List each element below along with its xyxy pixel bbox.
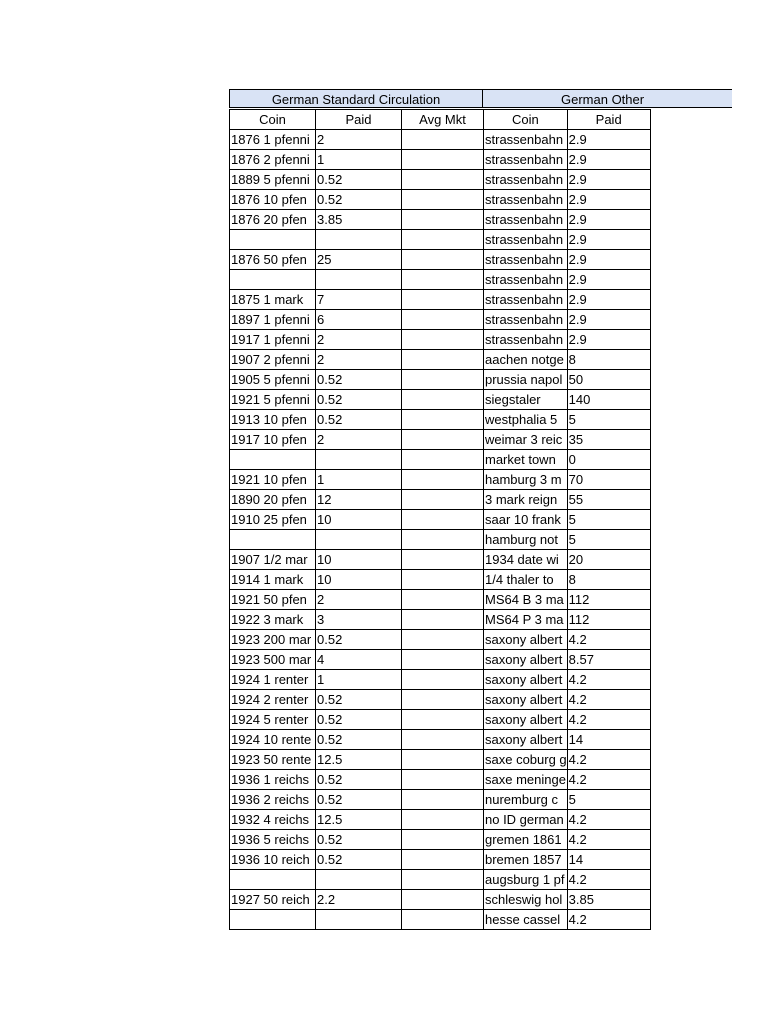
cell-other-paid[interactable]: 4.2 — [567, 690, 650, 710]
table-row — [230, 590, 651, 610]
cell-other-paid[interactable]: 4.2 — [567, 710, 650, 730]
cell-other-paid[interactable]: 4.2 — [567, 810, 650, 830]
cell-coin[interactable]: 1910 25 pfen — [230, 510, 316, 530]
cell-other-coin[interactable]: strassenbahn — [484, 150, 568, 170]
cell-paid[interactable]: 2 — [316, 430, 402, 450]
table-row — [230, 370, 651, 390]
cell-avg-mkt[interactable] — [402, 890, 484, 910]
cell-other-paid[interactable]: 140 — [567, 390, 650, 410]
cell-paid[interactable]: 10 — [316, 570, 402, 590]
cell-paid[interactable] — [316, 910, 402, 930]
col-header-other-paid[interactable]: Paid — [567, 110, 650, 130]
table-row — [230, 630, 651, 650]
cell-paid[interactable]: 1 — [316, 150, 402, 170]
cell-coin[interactable]: 1932 4 reichs — [230, 810, 316, 830]
header-german-other[interactable]: German Other — [482, 89, 732, 108]
cell-avg-mkt[interactable] — [402, 790, 484, 810]
cell-other-paid[interactable]: 5 — [567, 530, 650, 550]
cell-avg-mkt[interactable] — [402, 130, 484, 150]
cell-avg-mkt[interactable] — [402, 490, 484, 510]
cell-other-coin[interactable]: bremen 1857 — [484, 850, 568, 870]
cell-coin[interactable] — [230, 230, 316, 250]
cell-other-coin[interactable]: strassenbahn — [484, 290, 568, 310]
cell-other-coin[interactable]: saxony albert — [484, 650, 568, 670]
table-row — [230, 130, 651, 150]
cell-other-paid[interactable]: 2.9 — [567, 170, 650, 190]
table-row — [230, 150, 651, 170]
table-row — [230, 910, 651, 930]
table-row — [230, 870, 651, 890]
table-row — [230, 670, 651, 690]
table-row — [230, 810, 651, 830]
cell-paid[interactable]: 10 — [316, 510, 402, 530]
cell-coin[interactable]: 1936 1 reichs — [230, 770, 316, 790]
cell-paid[interactable]: 2 — [316, 350, 402, 370]
cell-avg-mkt[interactable] — [402, 750, 484, 770]
cell-other-coin[interactable]: saxony albert — [484, 730, 568, 750]
cell-avg-mkt[interactable] — [402, 870, 484, 890]
cell-paid[interactable] — [316, 530, 402, 550]
table-row — [230, 250, 651, 270]
cell-coin[interactable]: 1923 200 mar — [230, 630, 316, 650]
cell-other-paid[interactable]: 2.9 — [567, 310, 650, 330]
cell-paid[interactable]: 0.52 — [316, 770, 402, 790]
table-row — [230, 830, 651, 850]
cell-avg-mkt[interactable] — [402, 410, 484, 430]
table-row — [230, 530, 651, 550]
cell-coin[interactable]: 1917 10 pfen — [230, 430, 316, 450]
table-row — [230, 190, 651, 210]
col-header-other-coin[interactable]: Coin — [484, 110, 568, 130]
cell-other-paid[interactable]: 4.2 — [567, 910, 650, 930]
table-row — [230, 690, 651, 710]
table-row — [230, 750, 651, 770]
cell-paid[interactable]: 0.52 — [316, 730, 402, 750]
cell-coin[interactable]: 1922 3 mark — [230, 610, 316, 630]
cell-avg-mkt[interactable] — [402, 270, 484, 290]
cell-coin[interactable]: 1889 5 pfenni — [230, 170, 316, 190]
cell-other-coin[interactable]: 1934 date wi — [484, 550, 568, 570]
cell-coin[interactable]: 1913 10 pfen — [230, 410, 316, 430]
cell-avg-mkt[interactable] — [402, 250, 484, 270]
cell-paid[interactable]: 2 — [316, 130, 402, 150]
cell-other-coin[interactable]: saxe coburg g — [484, 750, 568, 770]
cell-avg-mkt[interactable] — [402, 450, 484, 470]
cell-other-paid[interactable]: 0 — [567, 450, 650, 470]
col-header-paid[interactable]: Paid — [316, 110, 402, 130]
cell-paid[interactable]: 1 — [316, 670, 402, 690]
table-row — [230, 850, 651, 870]
table-row — [230, 490, 651, 510]
cell-avg-mkt[interactable] — [402, 390, 484, 410]
cell-coin[interactable]: 1924 2 renter — [230, 690, 316, 710]
table-row — [230, 570, 651, 590]
table-row — [230, 210, 651, 230]
cell-coin[interactable]: 1936 5 reichs — [230, 830, 316, 850]
cell-avg-mkt[interactable] — [402, 710, 484, 730]
cell-other-paid[interactable]: 70 — [567, 470, 650, 490]
cell-other-paid[interactable]: 14 — [567, 730, 650, 750]
cell-avg-mkt[interactable] — [402, 350, 484, 370]
cell-other-coin[interactable]: saxony albert — [484, 690, 568, 710]
table-row — [230, 450, 651, 470]
cell-coin[interactable]: 1876 10 pfen — [230, 190, 316, 210]
cell-other-coin[interactable]: saar 10 frank — [484, 510, 568, 530]
cell-coin[interactable] — [230, 870, 316, 890]
cell-paid[interactable] — [316, 870, 402, 890]
cell-coin[interactable]: 1936 2 reichs — [230, 790, 316, 810]
cell-other-paid[interactable]: 2.9 — [567, 290, 650, 310]
cell-coin[interactable]: 1927 50 reich — [230, 890, 316, 910]
cell-paid[interactable]: 0.52 — [316, 170, 402, 190]
cell-coin[interactable]: 1924 10 rente — [230, 730, 316, 750]
cell-other-paid[interactable]: 112 — [567, 590, 650, 610]
cell-other-coin[interactable]: strassenbahn — [484, 310, 568, 330]
cell-avg-mkt[interactable] — [402, 510, 484, 530]
cell-avg-mkt[interactable] — [402, 550, 484, 570]
cell-coin[interactable]: 1921 5 pfenni — [230, 390, 316, 410]
cell-coin[interactable]: 1905 5 pfenni — [230, 370, 316, 390]
cell-other-coin[interactable]: strassenbahn — [484, 170, 568, 190]
cell-paid[interactable] — [316, 230, 402, 250]
cell-other-coin[interactable]: augsburg 1 pf — [484, 870, 568, 890]
cell-paid[interactable]: 0.52 — [316, 630, 402, 650]
cell-other-coin[interactable]: MS64 P 3 ma — [484, 610, 568, 630]
cell-other-paid[interactable]: 14 — [567, 850, 650, 870]
cell-avg-mkt[interactable] — [402, 830, 484, 850]
cell-paid[interactable]: 0.52 — [316, 790, 402, 810]
table-row — [230, 170, 651, 190]
cell-other-coin[interactable]: hamburg 3 m — [484, 470, 568, 490]
cell-paid[interactable]: 10 — [316, 550, 402, 570]
cell-paid[interactable]: 0.52 — [316, 690, 402, 710]
cell-avg-mkt[interactable] — [402, 650, 484, 670]
cell-other-paid[interactable]: 4.2 — [567, 830, 650, 850]
cell-other-coin[interactable]: strassenbahn — [484, 130, 568, 150]
cell-other-paid[interactable]: 5 — [567, 790, 650, 810]
cell-avg-mkt[interactable] — [402, 730, 484, 750]
cell-coin[interactable] — [230, 450, 316, 470]
cell-avg-mkt[interactable] — [402, 370, 484, 390]
cell-avg-mkt[interactable] — [402, 770, 484, 790]
cell-avg-mkt[interactable] — [402, 210, 484, 230]
cell-paid[interactable]: 0.52 — [316, 410, 402, 430]
cell-paid[interactable]: 12 — [316, 490, 402, 510]
cell-coin[interactable]: 1921 50 pfen — [230, 590, 316, 610]
cell-other-paid[interactable]: 2.9 — [567, 330, 650, 350]
cell-avg-mkt[interactable] — [402, 670, 484, 690]
table-row — [230, 710, 651, 730]
cell-paid[interactable]: 3.85 — [316, 210, 402, 230]
cell-other-paid[interactable]: 112 — [567, 610, 650, 630]
cell-other-paid[interactable]: 4.2 — [567, 770, 650, 790]
cell-avg-mkt[interactable] — [402, 590, 484, 610]
table-row — [230, 410, 651, 430]
cell-paid[interactable]: 25 — [316, 250, 402, 270]
cell-coin[interactable]: 1921 10 pfen — [230, 470, 316, 490]
cell-other-paid[interactable]: 2.9 — [567, 270, 650, 290]
cell-paid[interactable]: 2.2 — [316, 890, 402, 910]
table-row — [230, 330, 651, 350]
cell-coin[interactable]: 1914 1 mark — [230, 570, 316, 590]
table-row — [230, 770, 651, 790]
cell-other-coin[interactable]: saxony albert — [484, 630, 568, 650]
cell-avg-mkt[interactable] — [402, 470, 484, 490]
cell-other-coin[interactable]: strassenbahn — [484, 190, 568, 210]
cell-other-coin[interactable]: gremen 1861 — [484, 830, 568, 850]
cell-other-paid[interactable]: 50 — [567, 370, 650, 390]
cell-coin[interactable]: 1876 20 pfen — [230, 210, 316, 230]
cell-paid[interactable]: 0.52 — [316, 710, 402, 730]
cell-paid[interactable]: 4 — [316, 650, 402, 670]
column-header-row — [230, 110, 651, 130]
table-row — [230, 350, 651, 370]
cell-avg-mkt[interactable] — [402, 190, 484, 210]
cell-avg-mkt[interactable] — [402, 290, 484, 310]
cell-paid[interactable]: 12.5 — [316, 750, 402, 770]
cell-other-paid[interactable]: 55 — [567, 490, 650, 510]
cell-other-coin[interactable]: nuremburg c — [484, 790, 568, 810]
cell-coin[interactable]: 1917 1 pfenni — [230, 330, 316, 350]
cell-avg-mkt[interactable] — [402, 530, 484, 550]
cell-other-paid[interactable]: 8 — [567, 570, 650, 590]
cell-other-coin[interactable]: strassenbahn — [484, 210, 568, 230]
table-row — [230, 310, 651, 330]
cell-coin[interactable] — [230, 530, 316, 550]
cell-coin[interactable]: 1923 50 rente — [230, 750, 316, 770]
cell-other-coin[interactable]: westphalia 5 — [484, 410, 568, 430]
table-row — [230, 390, 651, 410]
cell-paid[interactable]: 3 — [316, 610, 402, 630]
cell-paid[interactable]: 0.52 — [316, 190, 402, 210]
coin-table — [229, 109, 651, 930]
table-row — [230, 790, 651, 810]
cell-paid[interactable]: 2 — [316, 330, 402, 350]
cell-paid[interactable]: 0.52 — [316, 830, 402, 850]
table-row — [230, 550, 651, 570]
cell-other-coin[interactable]: aachen notge — [484, 350, 568, 370]
cell-other-paid[interactable]: 2.9 — [567, 130, 650, 150]
table-row — [230, 890, 651, 910]
table-row — [230, 650, 651, 670]
table-row — [230, 470, 651, 490]
header-german-standard-circulation[interactable]: German Standard Circulation — [229, 89, 483, 108]
cell-other-paid[interactable]: 4.2 — [567, 870, 650, 890]
cell-coin[interactable]: 1897 1 pfenni — [230, 310, 316, 330]
cell-paid[interactable]: 0.52 — [316, 390, 402, 410]
cell-other-paid[interactable]: 2.9 — [567, 250, 650, 270]
cell-avg-mkt[interactable] — [402, 610, 484, 630]
cell-avg-mkt[interactable] — [402, 430, 484, 450]
cell-avg-mkt[interactable] — [402, 570, 484, 590]
cell-other-coin[interactable]: no ID german — [484, 810, 568, 830]
cell-coin[interactable] — [230, 910, 316, 930]
group-header-row — [229, 89, 651, 109]
cell-avg-mkt[interactable] — [402, 230, 484, 250]
cell-other-coin[interactable]: strassenbahn — [484, 230, 568, 250]
cell-avg-mkt[interactable] — [402, 170, 484, 190]
table-body — [230, 130, 651, 930]
table-row — [230, 610, 651, 630]
cell-coin[interactable]: 1923 500 mar — [230, 650, 316, 670]
cell-avg-mkt[interactable] — [402, 810, 484, 830]
cell-other-paid[interactable]: 5 — [567, 410, 650, 430]
cell-paid[interactable]: 0.52 — [316, 850, 402, 870]
cell-coin[interactable]: 1907 2 pfenni — [230, 350, 316, 370]
cell-other-coin[interactable]: strassenbahn — [484, 270, 568, 290]
cell-other-paid[interactable]: 5 — [567, 510, 650, 530]
cell-coin[interactable]: 1876 1 pfenni — [230, 130, 316, 150]
cell-paid[interactable]: 7 — [316, 290, 402, 310]
cell-other-coin[interactable]: saxe meninge — [484, 770, 568, 790]
cell-avg-mkt[interactable] — [402, 310, 484, 330]
cell-coin[interactable]: 1876 50 pfen — [230, 250, 316, 270]
table-row — [230, 730, 651, 750]
cell-coin[interactable] — [230, 270, 316, 290]
col-header-coin[interactable]: Coin — [230, 110, 316, 130]
cell-paid[interactable]: 0.52 — [316, 370, 402, 390]
cell-other-coin[interactable]: strassenbahn — [484, 250, 568, 270]
col-header-avg-mkt[interactable]: Avg Mkt — [402, 110, 484, 130]
cell-other-paid[interactable]: 2.9 — [567, 150, 650, 170]
cell-avg-mkt[interactable] — [402, 850, 484, 870]
cell-other-coin[interactable]: 3 mark reign — [484, 490, 568, 510]
cell-paid[interactable]: 12.5 — [316, 810, 402, 830]
cell-other-coin[interactable]: market town — [484, 450, 568, 470]
cell-other-paid[interactable]: 20 — [567, 550, 650, 570]
cell-other-coin[interactable]: siegstaler — [484, 390, 568, 410]
cell-other-paid[interactable]: 2.9 — [567, 230, 650, 250]
cell-avg-mkt[interactable] — [402, 330, 484, 350]
cell-coin[interactable]: 1907 1/2 mar — [230, 550, 316, 570]
cell-avg-mkt[interactable] — [402, 690, 484, 710]
cell-coin[interactable]: 1875 1 mark — [230, 290, 316, 310]
cell-other-paid[interactable]: 35 — [567, 430, 650, 450]
cell-other-paid[interactable]: 4.2 — [567, 670, 650, 690]
cell-coin[interactable]: 1876 2 pfenni — [230, 150, 316, 170]
cell-paid[interactable]: 2 — [316, 590, 402, 610]
cell-other-coin[interactable]: strassenbahn — [484, 330, 568, 350]
cell-other-paid[interactable]: 2.9 — [567, 210, 650, 230]
cell-other-coin[interactable]: weimar 3 reic — [484, 430, 568, 450]
table-row — [230, 290, 651, 310]
cell-other-paid[interactable]: 4.2 — [567, 750, 650, 770]
cell-other-coin[interactable]: hamburg not — [484, 530, 568, 550]
table-row — [230, 430, 651, 450]
cell-other-paid[interactable]: 3.85 — [567, 890, 650, 910]
cell-paid[interactable]: 6 — [316, 310, 402, 330]
cell-coin[interactable]: 1936 10 reich — [230, 850, 316, 870]
cell-avg-mkt[interactable] — [402, 150, 484, 170]
cell-other-coin[interactable]: schleswig hol — [484, 890, 568, 910]
cell-avg-mkt[interactable] — [402, 630, 484, 650]
cell-other-paid[interactable]: 4.2 — [567, 630, 650, 650]
cell-paid[interactable] — [316, 270, 402, 290]
cell-coin[interactable]: 1924 5 renter — [230, 710, 316, 730]
cell-other-coin[interactable]: saxony albert — [484, 710, 568, 730]
cell-other-coin[interactable]: prussia napol — [484, 370, 568, 390]
cell-other-coin[interactable]: MS64 B 3 ma — [484, 590, 568, 610]
cell-other-coin[interactable]: 1/4 thaler to — [484, 570, 568, 590]
cell-other-coin[interactable]: saxony albert — [484, 670, 568, 690]
spreadsheet — [229, 89, 651, 930]
cell-other-coin[interactable]: hesse cassel — [484, 910, 568, 930]
cell-paid[interactable] — [316, 450, 402, 470]
cell-coin[interactable]: 1890 20 pfen — [230, 490, 316, 510]
cell-other-paid[interactable]: 8.57 — [567, 650, 650, 670]
table-row — [230, 510, 651, 530]
cell-other-paid[interactable]: 8 — [567, 350, 650, 370]
table-row — [230, 230, 651, 250]
table-row — [230, 270, 651, 290]
cell-other-paid[interactable]: 2.9 — [567, 190, 650, 210]
cell-paid[interactable]: 1 — [316, 470, 402, 490]
cell-coin[interactable]: 1924 1 renter — [230, 670, 316, 690]
cell-avg-mkt[interactable] — [402, 910, 484, 930]
